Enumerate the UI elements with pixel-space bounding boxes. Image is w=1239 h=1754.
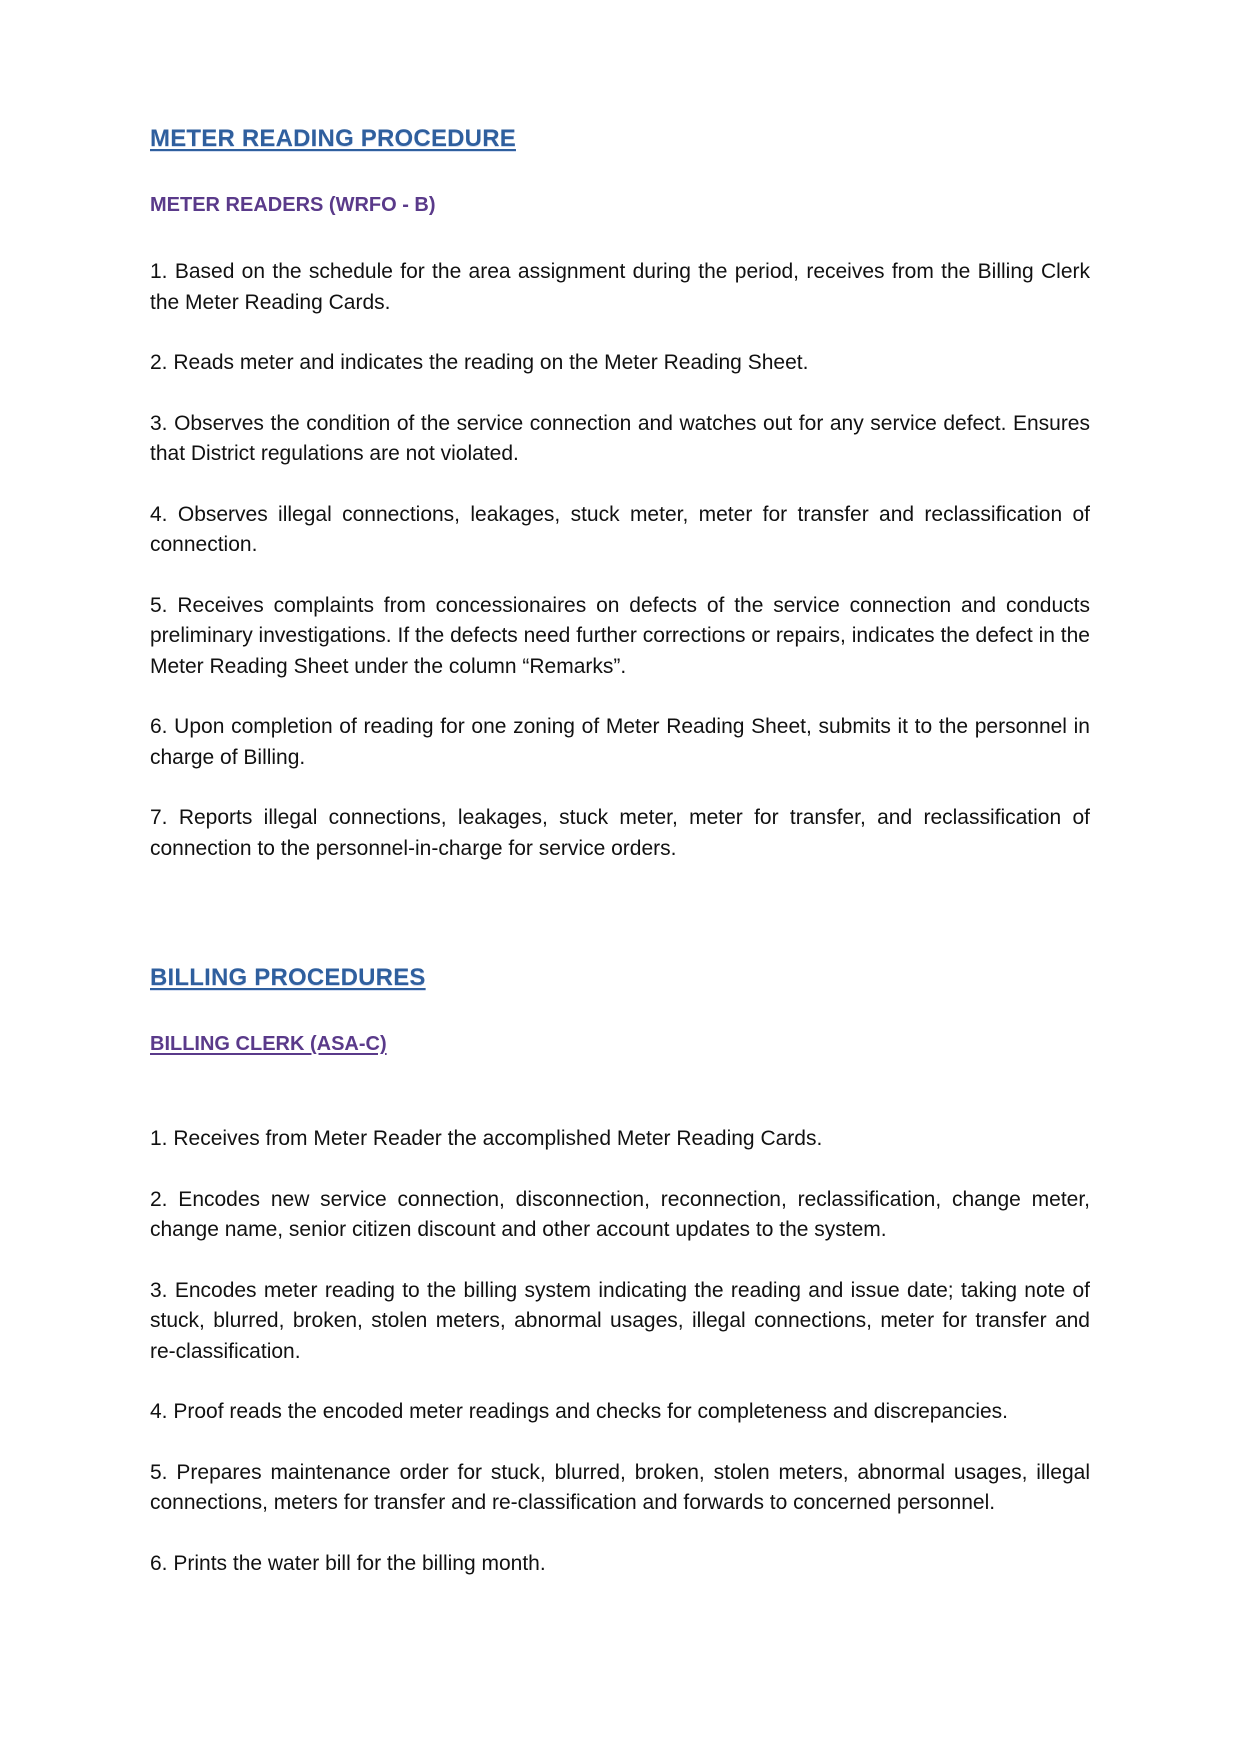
step-item: 4. Proof reads the encoded meter readings and checks for completeness and discrepancies. [150,1400,1008,1423]
step-item: 2. Encodes new service connection, disconnection, reconnection, reclassification, change meter, change name, senior citizen discount and other account updates to the system. [150,1187,1090,1241]
step-item: 5. Receives complaints from concessionaires on defects of the service connection and conducts preliminary investigations. If the defects need further corrections or repairs, indicates the defect in the Meter Reading Sheet under the column “Remarks”. [150,593,1090,678]
step-item: 5. Prepares maintenance order for stuck, blurred, broken, stolen meters, abnormal usages, illegal connections, meters for transfer and re-classification and forwards to concerned personnel. [150,1460,1090,1514]
section-title: METER READING PROCEDURE [150,125,516,152]
billing-procedures-section [150,963,1090,1609]
section-subtitle: METER READERS (WRFO - B) [150,194,436,216]
section-subtitle: BILLING CLERK (ASA-C) [150,1033,387,1055]
step-item: 2. Reads meter and indicates the reading on the Meter Reading Sheet. [150,351,809,374]
document-page [150,0,1090,1754]
step-item: 4. Observes illegal connections, leakages, stuck meter, meter for transfer and reclassification of connection. [150,502,1090,556]
steps-list [150,1124,1090,1579]
step-item: 1. Based on the schedule for the area assignment during the period, receives from the Billing Clerk the Meter Reading Cards. [150,260,1090,314]
meter-reading-section [150,124,1090,894]
step-item: 6. Upon completion of reading for one zoning of Meter Reading Sheet, submits it to the personnel in charge of Billing. [150,715,1090,769]
section-title: BILLING PROCEDURES [150,964,426,991]
step-item: 6. Prints the water bill for the billing month. [150,1551,546,1575]
step-item: 7. Reports illegal connections, leakages, stuck meter, meter for transfer, and reclassification of connection to the personnel-in-charge for service orders. [150,806,1090,860]
subtitle-wrap [150,993,1090,1057]
subtitle-wrap [150,192,1090,218]
step-item: 3. Encodes meter reading to the billing system indicating the reading and issue date; taking note of stuck, blurred, broken, stolen meters, abnormal usages, illegal connections, meter for transfer and re-classification. [150,1278,1090,1363]
step-item: 3. Observes the condition of the service connection and watches out for any service defect. Ensures that District regulations are not violated. [150,411,1090,465]
steps-list [150,257,1090,864]
step-item: 1. Receives from Meter Reader the accomplished Meter Reading Cards. [150,1127,823,1150]
